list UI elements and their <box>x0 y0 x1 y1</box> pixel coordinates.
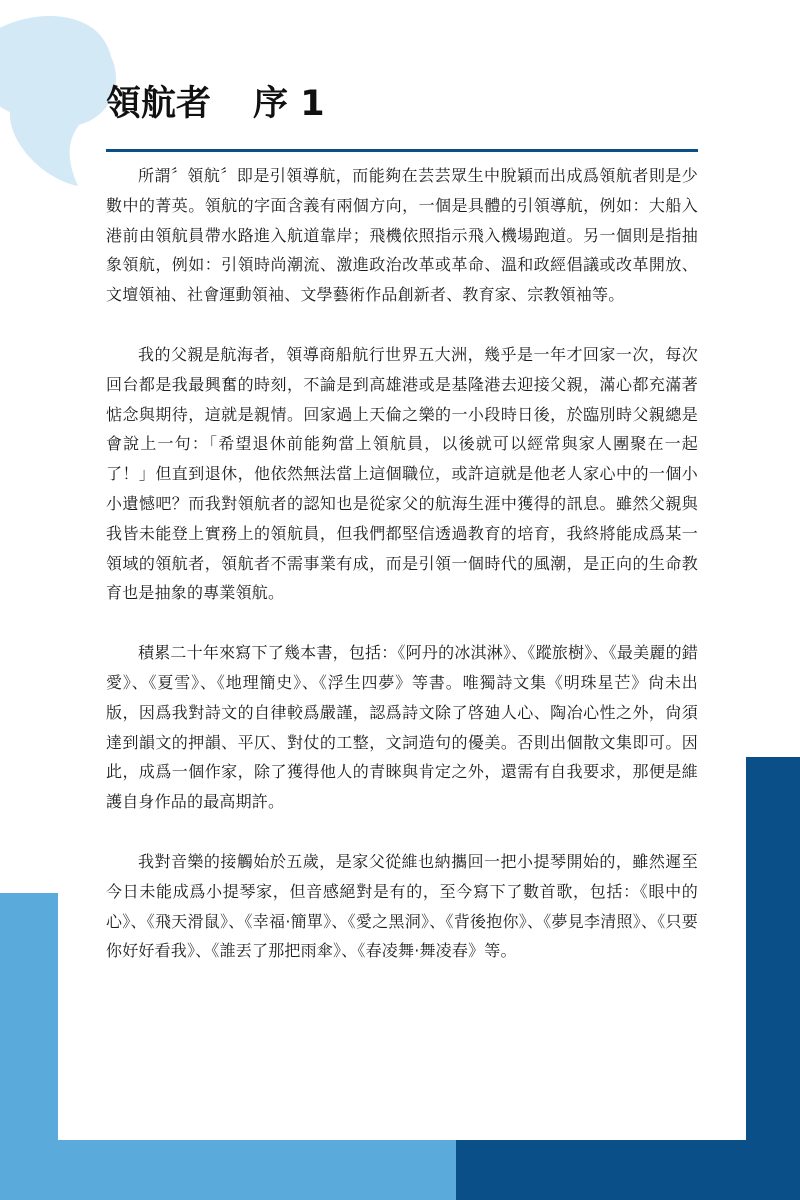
background-dark-blue-strip <box>746 757 800 1200</box>
page-title <box>106 82 325 126</box>
paragraph-2: 我的父親是航海者，領導商船航行世界五大洲，幾乎是一年才回家一次，每次回台都是我最興奮的時刻，不論是到高雄港或是基隆港去迎接父親，滿心都充滿著惦念與期待，這就是親情。回家過上天倫之樂的一小段時日後，於臨別時父親總是會說上一句：「希望退休前能夠當上領航員，以後就可以經常與家人團聚在一起了！」但直到退休，他依然無法當上這個職位，或許這就是他老人家心中的一個小小遺憾吧？而我對領航者的認知也是從家父的航海生涯中獲得的訊息。雖然父親與我皆未能登上實務上的領航員，但我們都堅信透過教育的培育，我終將能成爲某一領域的領航者，領航者不需事業有成，而是引領一個時代的風潮，是正向的生命教育也是抽象的專業領航。 <box>106 344 698 603</box>
background-dark-blue-corner <box>456 1140 800 1200</box>
title-number: 序 1 <box>253 84 325 124</box>
title-divider <box>106 149 698 152</box>
title-text: 領航者 <box>106 84 212 124</box>
paragraph-3: 積累二十年來寫下了幾本書，包括：《阿丹的冰淇淋》、《蹤旅樹》、《最美麗的錯愛》、《夏雪》、《地理簡史》、《浮生四夢》等書。唯獨詩文集《明珠星芒》尙未出版，因爲我對詩文的自律較爲嚴謹，認爲詩文除了啓廸人心、陶冶心性之外，尙須達到韻文的押韻、平仄、對仗的工整，文詞造句的優美。否則出個散文集即可。因此，成爲一個作家，除了獲得他人的青睞與肯定之外，還需有自我要求，那便是維護自身作品的最高期許。 <box>106 643 698 812</box>
paragraph-1: 所謂〞領航〞即是引領導航，而能夠在芸芸眾生中脫穎而出成爲領航者則是少數中的菁英。領航的字面含義有兩個方向，一個是具體的引領導航，例如：大船入港前由領航員帶水路進入航道靠岸；飛機依照指示飛入機場跑道。另一個則是指抽象領航，例如：引領時尚潮流、激進政治改革或革命、溫和政經倡議或改革開放、文壇領袖、社會運動領袖、文學藝術作品創新者、教育家、宗教領袖等。 <box>106 166 698 305</box>
body-text <box>106 161 698 996</box>
paragraph-4: 我對音樂的接觸始於五歲，是家父從維也納攜回一把小提琴開始的，雖然遲至今日未能成爲小提琴家，但音感絕對是有的，至今寫下了數首歌，包括：《眼中的心》、《飛天滑鼠》、《幸福·簡單》、《愛之黑洞》、《背後抱你》、《夢見李清照》、《只要你好好看我》、《誰丟了那把雨傘》、《春凌舞·舞凌春》等。 <box>106 851 698 961</box>
